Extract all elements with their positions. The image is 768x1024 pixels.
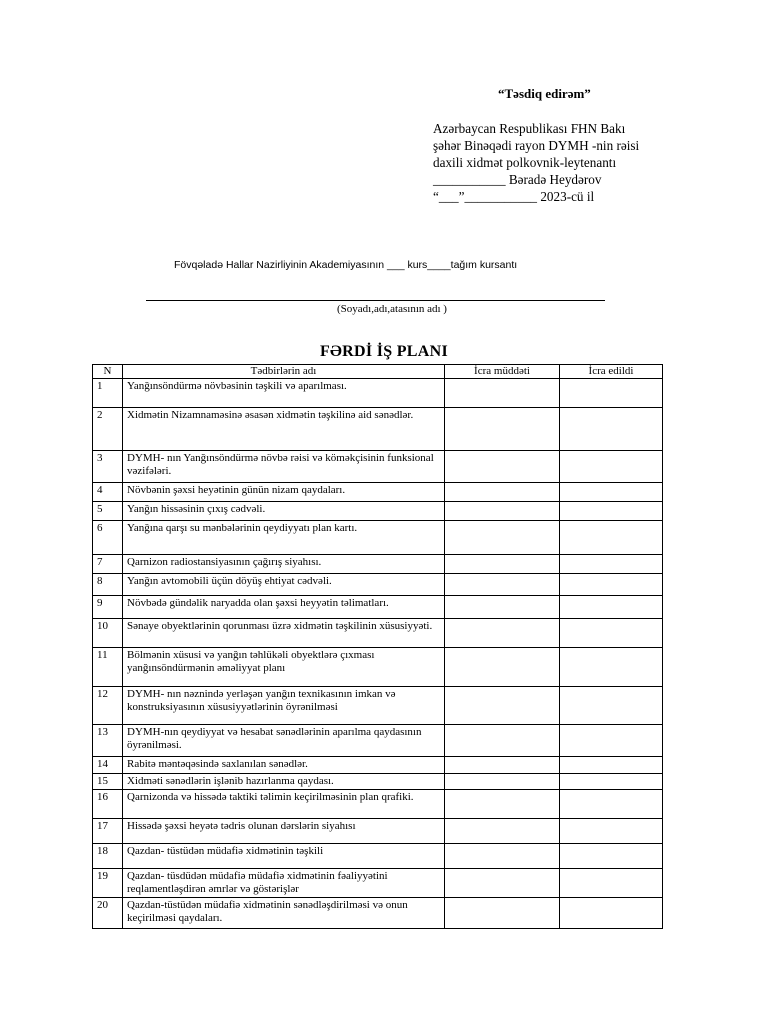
row-activity-name: Yanğın avtomobili üçün döyüş ehtiyat cədvəli. [123,574,445,596]
row-activity-name: Bölmənin xüsusi və yanğın təhlükəli obyektlərə çıxması yanğınsöndürmənin əməliyyat planı [123,648,445,687]
header-activity-name: Tədbirlərin adı [123,365,445,379]
approver-signature-line: ___________ Bəradə Heydərov [433,172,602,187]
plan-table [92,364,663,929]
table-row [93,574,663,596]
row-deadline-cell[interactable] [445,408,560,451]
table-row [93,555,663,574]
row-number: 12 [93,687,123,725]
table-row [93,757,663,774]
row-number: 14 [93,757,123,774]
table-row [93,819,663,844]
table-row [93,687,663,725]
table-row [93,725,663,757]
row-activity-name: Qazdan- tüstüdən müdafiə xidmətinin təşkili [123,844,445,869]
row-number: 15 [93,774,123,790]
row-number: 16 [93,790,123,819]
table-row [93,844,663,869]
row-activity-name: Qarnizon radiostansiyasının çağırış siyahısı. [123,555,445,574]
row-activity-name: DYMH-nın qeydiyyat və hesabat sənədlərinin aparılma qaydasının öyrənilməsi. [123,725,445,757]
row-deadline-cell[interactable] [445,379,560,408]
row-number: 8 [93,574,123,596]
row-done-cell[interactable] [560,725,663,757]
row-number: 5 [93,502,123,521]
table-row [93,790,663,819]
table-row [93,408,663,451]
approver-line: daxili xidmət polkovnik-leytenantı [433,155,617,170]
row-number: 9 [93,596,123,619]
approver-block [433,120,733,205]
row-deadline-cell[interactable] [445,451,560,483]
plan-title: FƏRDİ İŞ PLANI [319,343,449,360]
row-done-cell[interactable] [560,408,663,451]
row-number: 18 [93,844,123,869]
row-done-cell[interactable] [560,521,663,555]
table-row [93,596,663,619]
row-activity-name: Sənaye obyektlərinin qorunması üzrə xidmətin təşkilinin xüsusiyyəti. [123,619,445,648]
row-number: 20 [93,898,123,929]
row-activity-name: Növbənin şəxsi heyətinin günün nizam qaydaları. [123,483,445,502]
row-activity-name: Xidmətin Nizamnaməsinə əsasən xidmətin təşkilinə aid sənədlər. [123,408,445,451]
name-caption: (Soyadı,adı,atasının adı ) [337,303,447,315]
row-deadline-cell[interactable] [445,844,560,869]
row-deadline-cell[interactable] [445,790,560,819]
row-done-cell[interactable] [560,869,663,898]
row-activity-name: Yanğın hissəsinin çıxış cədvəli. [123,502,445,521]
row-number: 13 [93,725,123,757]
row-deadline-cell[interactable] [445,574,560,596]
row-deadline-cell[interactable] [445,774,560,790]
row-done-cell[interactable] [560,687,663,725]
row-number: 3 [93,451,123,483]
row-done-cell[interactable] [560,451,663,483]
row-done-cell[interactable] [560,502,663,521]
name-underline [146,300,605,301]
row-done-cell[interactable] [560,757,663,774]
row-activity-name: Qarnizonda və hissədə taktiki təlimin keçirilməsinin plan qrafiki. [123,790,445,819]
row-deadline-cell[interactable] [445,619,560,648]
row-activity-name: Qazdan- tüsdüdən müdafiə müdafiə xidmətinin fəaliyyətini reqlamentləşdirən əmrlər və göstərişlər [123,869,445,898]
row-done-cell[interactable] [560,619,663,648]
row-deadline-cell[interactable] [445,483,560,502]
row-done-cell[interactable] [560,648,663,687]
row-activity-name: Xidməti sənədlərin işlənib hazırlanma qaydası. [123,774,445,790]
table-row [93,502,663,521]
row-activity-name: Qazdan-tüstüdən müdafiə xidmətinin sənədləşdirilməsi və onun keçirilməsi qaydaları. [123,898,445,929]
row-number: 10 [93,619,123,648]
row-done-cell[interactable] [560,379,663,408]
row-activity-name: Rabitə məntəqəsində saxlanılan sənədlər. [123,757,445,774]
row-activity-name: Yanğına qarşı su mənbələrinin qeydiyyatı plan kartı. [123,521,445,555]
row-number: 1 [93,379,123,408]
table-row [93,869,663,898]
row-done-cell[interactable] [560,844,663,869]
row-deadline-cell[interactable] [445,521,560,555]
table-row [93,648,663,687]
row-done-cell[interactable] [560,574,663,596]
row-activity-name: DYMH- nın Yanğınsöndürmə növbə rəisi və köməkçisinin funksional vəzifələri. [123,451,445,483]
academy-line: Fövqəladə Hallar Nazirliyinin Akademiyasının ___ kurs____tağım kursantı [174,259,518,271]
row-done-cell[interactable] [560,596,663,619]
table-row [93,619,663,648]
row-activity-name: Hissədə şəxsi heyətə tədris olunan dərslərin siyahısı [123,819,445,844]
row-deadline-cell[interactable] [445,869,560,898]
approver-line: Azərbaycan Respublikası FHN Bakı [433,121,626,136]
approver-date-line: “___”___________ 2023-cü il [433,189,595,204]
header-done: İcra edildi [560,365,663,379]
table-row [93,898,663,929]
approval-title: “Təsdiq edirəm” [498,86,591,101]
row-deadline-cell[interactable] [445,725,560,757]
row-number: 11 [93,648,123,687]
table-header-row [93,365,663,379]
row-deadline-cell[interactable] [445,687,560,725]
row-done-cell[interactable] [560,790,663,819]
row-number: 7 [93,555,123,574]
header-deadline: İcra müddəti [445,365,560,379]
approver-line: şəhər Binəqədi rayon DYMH -nin rəisi [433,138,640,153]
table-row [93,521,663,555]
row-deadline-cell[interactable] [445,648,560,687]
row-done-cell[interactable] [560,483,663,502]
table-row [93,379,663,408]
plan-table-body [93,379,663,929]
row-activity-name: Yanğınsöndürmə növbəsinin təşkili və aparılması. [123,379,445,408]
table-row [93,483,663,502]
row-number: 19 [93,869,123,898]
row-done-cell[interactable] [560,555,663,574]
table-row [93,451,663,483]
row-deadline-cell[interactable] [445,555,560,574]
row-deadline-cell[interactable] [445,757,560,774]
row-done-cell[interactable] [560,774,663,790]
row-done-cell[interactable] [560,898,663,929]
row-done-cell[interactable] [560,819,663,844]
row-number: 17 [93,819,123,844]
row-deadline-cell[interactable] [445,898,560,929]
row-activity-name: DYMH- nın nəznində yerləşən yanğın texnikasının imkan və konstruksiyasının xüsusiyyətlərinin öyrənilməsi [123,687,445,725]
row-deadline-cell[interactable] [445,819,560,844]
row-number: 2 [93,408,123,451]
row-number: 6 [93,521,123,555]
header-number: N [93,365,123,379]
row-deadline-cell[interactable] [445,596,560,619]
row-number: 4 [93,483,123,502]
row-activity-name: Növbədə gündəlik naryadda olan şəxsi heyyətin təlimatları. [123,596,445,619]
row-deadline-cell[interactable] [445,502,560,521]
table-row [93,774,663,790]
